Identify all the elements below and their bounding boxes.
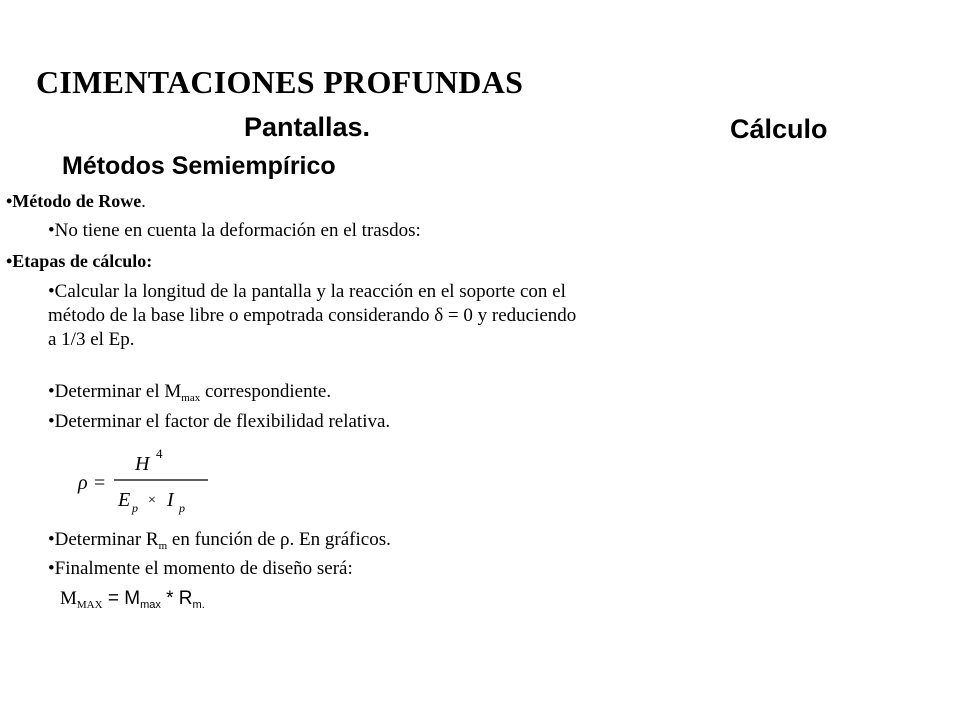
times-sign: * <box>160 588 179 609</box>
step-3: •Determinar el factor de flexibilidad relativa. <box>48 411 391 432</box>
r-sub: m. <box>192 599 205 611</box>
bullet-rowe-rest: . <box>141 191 146 211</box>
step-4-sub: m <box>158 540 168 552</box>
mmax-main: M <box>124 588 141 609</box>
design-moment-formula <box>60 588 205 610</box>
step-2-pre: •Determinar el M <box>48 381 182 402</box>
equals-sign: = <box>102 588 125 609</box>
step-4 <box>48 528 391 552</box>
step-2-sub: max <box>181 392 201 404</box>
formula-den-times: × <box>148 493 156 508</box>
r-main: R <box>178 588 193 609</box>
step-2-post: correspondiente. <box>200 381 332 402</box>
page-title: CIMENTACIONES PROFUNDAS <box>36 64 524 100</box>
flexibility-formula <box>76 446 216 522</box>
formula-den-i: I <box>167 489 174 511</box>
formula-den-e-sub: p <box>132 501 138 515</box>
step-1: •Calcular la longitud de la pantalla y la reacción en el soporte con el método de la base libre o empotrada considerando δ = 0 y reduciendo a 1/3 el Ep. <box>48 281 577 350</box>
bullet-etapas-label: •Etapas de cálculo: <box>6 251 153 271</box>
m-main: M <box>60 588 77 609</box>
m-sub: MAX <box>76 599 103 611</box>
formula-num-exp: 4 <box>156 446 163 461</box>
formula-num-base: H <box>135 453 150 475</box>
bullet-etapas <box>6 251 152 272</box>
rowe-note: •No tiene en cuenta la deformación en el trasdos: <box>48 220 421 241</box>
formula-den-i-sub: p <box>179 501 185 515</box>
page-subtitle: Pantallas. <box>244 112 371 142</box>
step-5: •Finalmente el momento de diseño será: <box>48 558 353 579</box>
bullet-rowe <box>6 191 146 212</box>
bullet-rowe-label: •Método de Rowe <box>6 191 142 211</box>
side-label: Cálculo <box>730 114 828 144</box>
step-2 <box>48 380 331 404</box>
formula-lhs: ρ = <box>78 472 107 494</box>
mmax-sub: max <box>140 599 161 611</box>
step-4-post: en función de ρ. En gráficos. <box>167 529 391 550</box>
section-heading: Métodos Semiempírico <box>62 152 336 180</box>
step-4-pre: •Determinar R <box>48 529 159 550</box>
formula-den-e: E <box>118 489 131 511</box>
